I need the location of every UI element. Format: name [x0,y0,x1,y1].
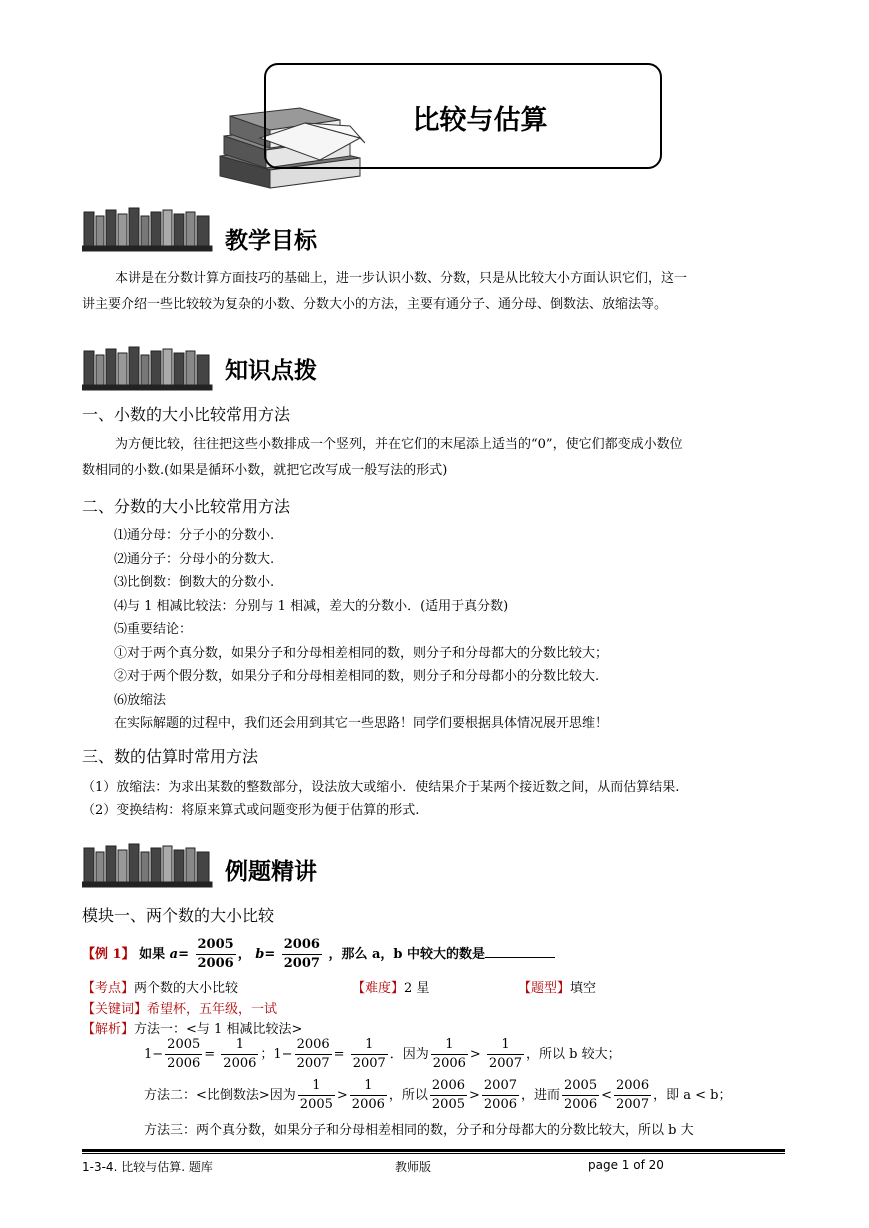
goal-paragraph [82,266,785,318]
k1-paragraph [82,432,785,484]
k2-item: ⑸重要结论： [114,622,193,637]
var-a: a [169,947,179,962]
section-title-examples: 例题精讲 [225,859,317,885]
k1-line-1: 为方便比较，往往把这些小数排成一个竖列，并在它们的末尾添上适当的“0”，使它们都变成小数位 [115,437,683,452]
example-question: 【例 1】 如果 a= $\frac{2005}{2006}$ ， b= $\frac{2006}{2007}$ ，那么 a，b 中较大的数是 [82,936,555,973]
footer-rule-thin [82,1153,785,1154]
method3-text: 方法三：两个真分数，如果分子和分母相差相同的数，分子和分母都大的分数比较大，所以 b 大 [144,1123,694,1138]
k2-list [114,524,794,736]
footer-rule [82,1149,785,1152]
module-title: 模块一、两个数的大小比较 [82,906,275,925]
page-title: 比较与估算 [412,105,548,136]
footer-left: 1-3-4. 比较与估算. 题库 [82,1160,213,1174]
k2-item: ⑴通分母：分子小的分数小. [114,528,275,543]
method2-formula: 方法二：<比倒数法>因为 $\frac{1}{2005}$ > $\frac{1}{2006}$ ，所以 $\frac{2006}{2005}$ > $\frac{2007}{2006}$ ，进而 $\frac{2005}{2006}$ < $\frac{2006}{2007}$ ，即 a < b； [144,1078,732,1112]
k3-title: 三、数的估算时常用方法 [82,747,259,766]
meta-row [82,977,238,996]
answer-blank [485,945,555,958]
k1-line-2: 数相同的小数.(如果是循环小数，就把它改写成一般写法的形式) [82,463,448,478]
var-b: b [255,947,265,962]
kaodian-label: 【考点】 [82,981,135,996]
section-books-icon [82,206,214,252]
q-prefix: 如果 [139,947,166,962]
k3-list [82,776,792,822]
fraction-b: $\frac{2006}{2007}$ [283,937,320,971]
k2-item: ①对于两个真分数，如果分子和分母相差相同的数，则分子和分母都大的分数比较大； [114,645,609,661]
keywords: 【关键词】希望杯，五年级，一试 [82,1002,278,1017]
k2-item: ⑷与 1 相减比较法：分别与 1 相减，差大的分数小．(适用于真分数) [114,598,509,614]
fraction-a: $\frac{2005}{2006}$ [197,937,234,971]
section-books-icon [82,345,214,391]
k2-item: ⑹放缩法 [114,692,167,708]
k3-item: （2）变换结构：将原来算式或问题变形为便于估算的形式. [82,803,420,818]
k3-item: （1）放缩法：为求出某数的整数部分，设法放大或缩小．使结果介于某两个接近数之间，从而估算结果. [82,780,680,795]
q-suffix: ，那么 a，b 中较大的数是 [328,947,486,962]
section-title-knowledge: 知识点拨 [225,358,317,384]
goal-line-2: 讲主要介绍一些比较较为复杂的小数、分数大小的方法，主要有通分子、通分母、倒数法、放缩法等。 [82,297,668,312]
k2-item: ⑶比倒数：倒数大的分数小. [114,575,275,590]
goal-line-1: 本讲是在分数计算方面技巧的基础上，进一步认识小数、分数，只是从比较大小方面认识它们，这一 [115,271,688,286]
nandu: 【难度】2 星 [352,981,430,996]
section-title-goal: 教学目标 [225,228,317,254]
k2-item: ⑵通分子：分母小的分数大. [114,551,275,567]
k2-item: 在实际解题的过程中，我们还会用到其它一些思路！同学们要根据具体情况展开思维！ [114,716,609,731]
footer-center: 教师版 [395,1160,432,1174]
footer-page: page 1 of 20 [588,1158,664,1172]
k1-title: 一、小数的大小比较常用方法 [82,405,291,424]
tixing: 【题型】填空 [518,981,597,996]
k2-item: ②对于两个假分数，如果分子和分母相差相同的数，则分子和分母都小的分数比较大. [114,669,600,684]
example-tag: 【例 1】 [82,947,135,962]
k2-title: 二、分数的大小比较常用方法 [82,497,291,516]
solution-head: 【解析】方法一：<与 1 相减比较法> [82,1022,303,1037]
kaodian-value: 两个数的大小比较 [134,981,239,996]
method1-formula: 1− $\frac{2005}{2006}$ = $\frac{1}{2006}$ ；1− $\frac{2006}{2007}$ = $\frac{1}{2007}$ ．因为 $\frac{1}{2006}$ > $\frac{1}{2007}$ ，所以 b 较大； [144,1037,621,1071]
section-books-icon [82,842,214,888]
